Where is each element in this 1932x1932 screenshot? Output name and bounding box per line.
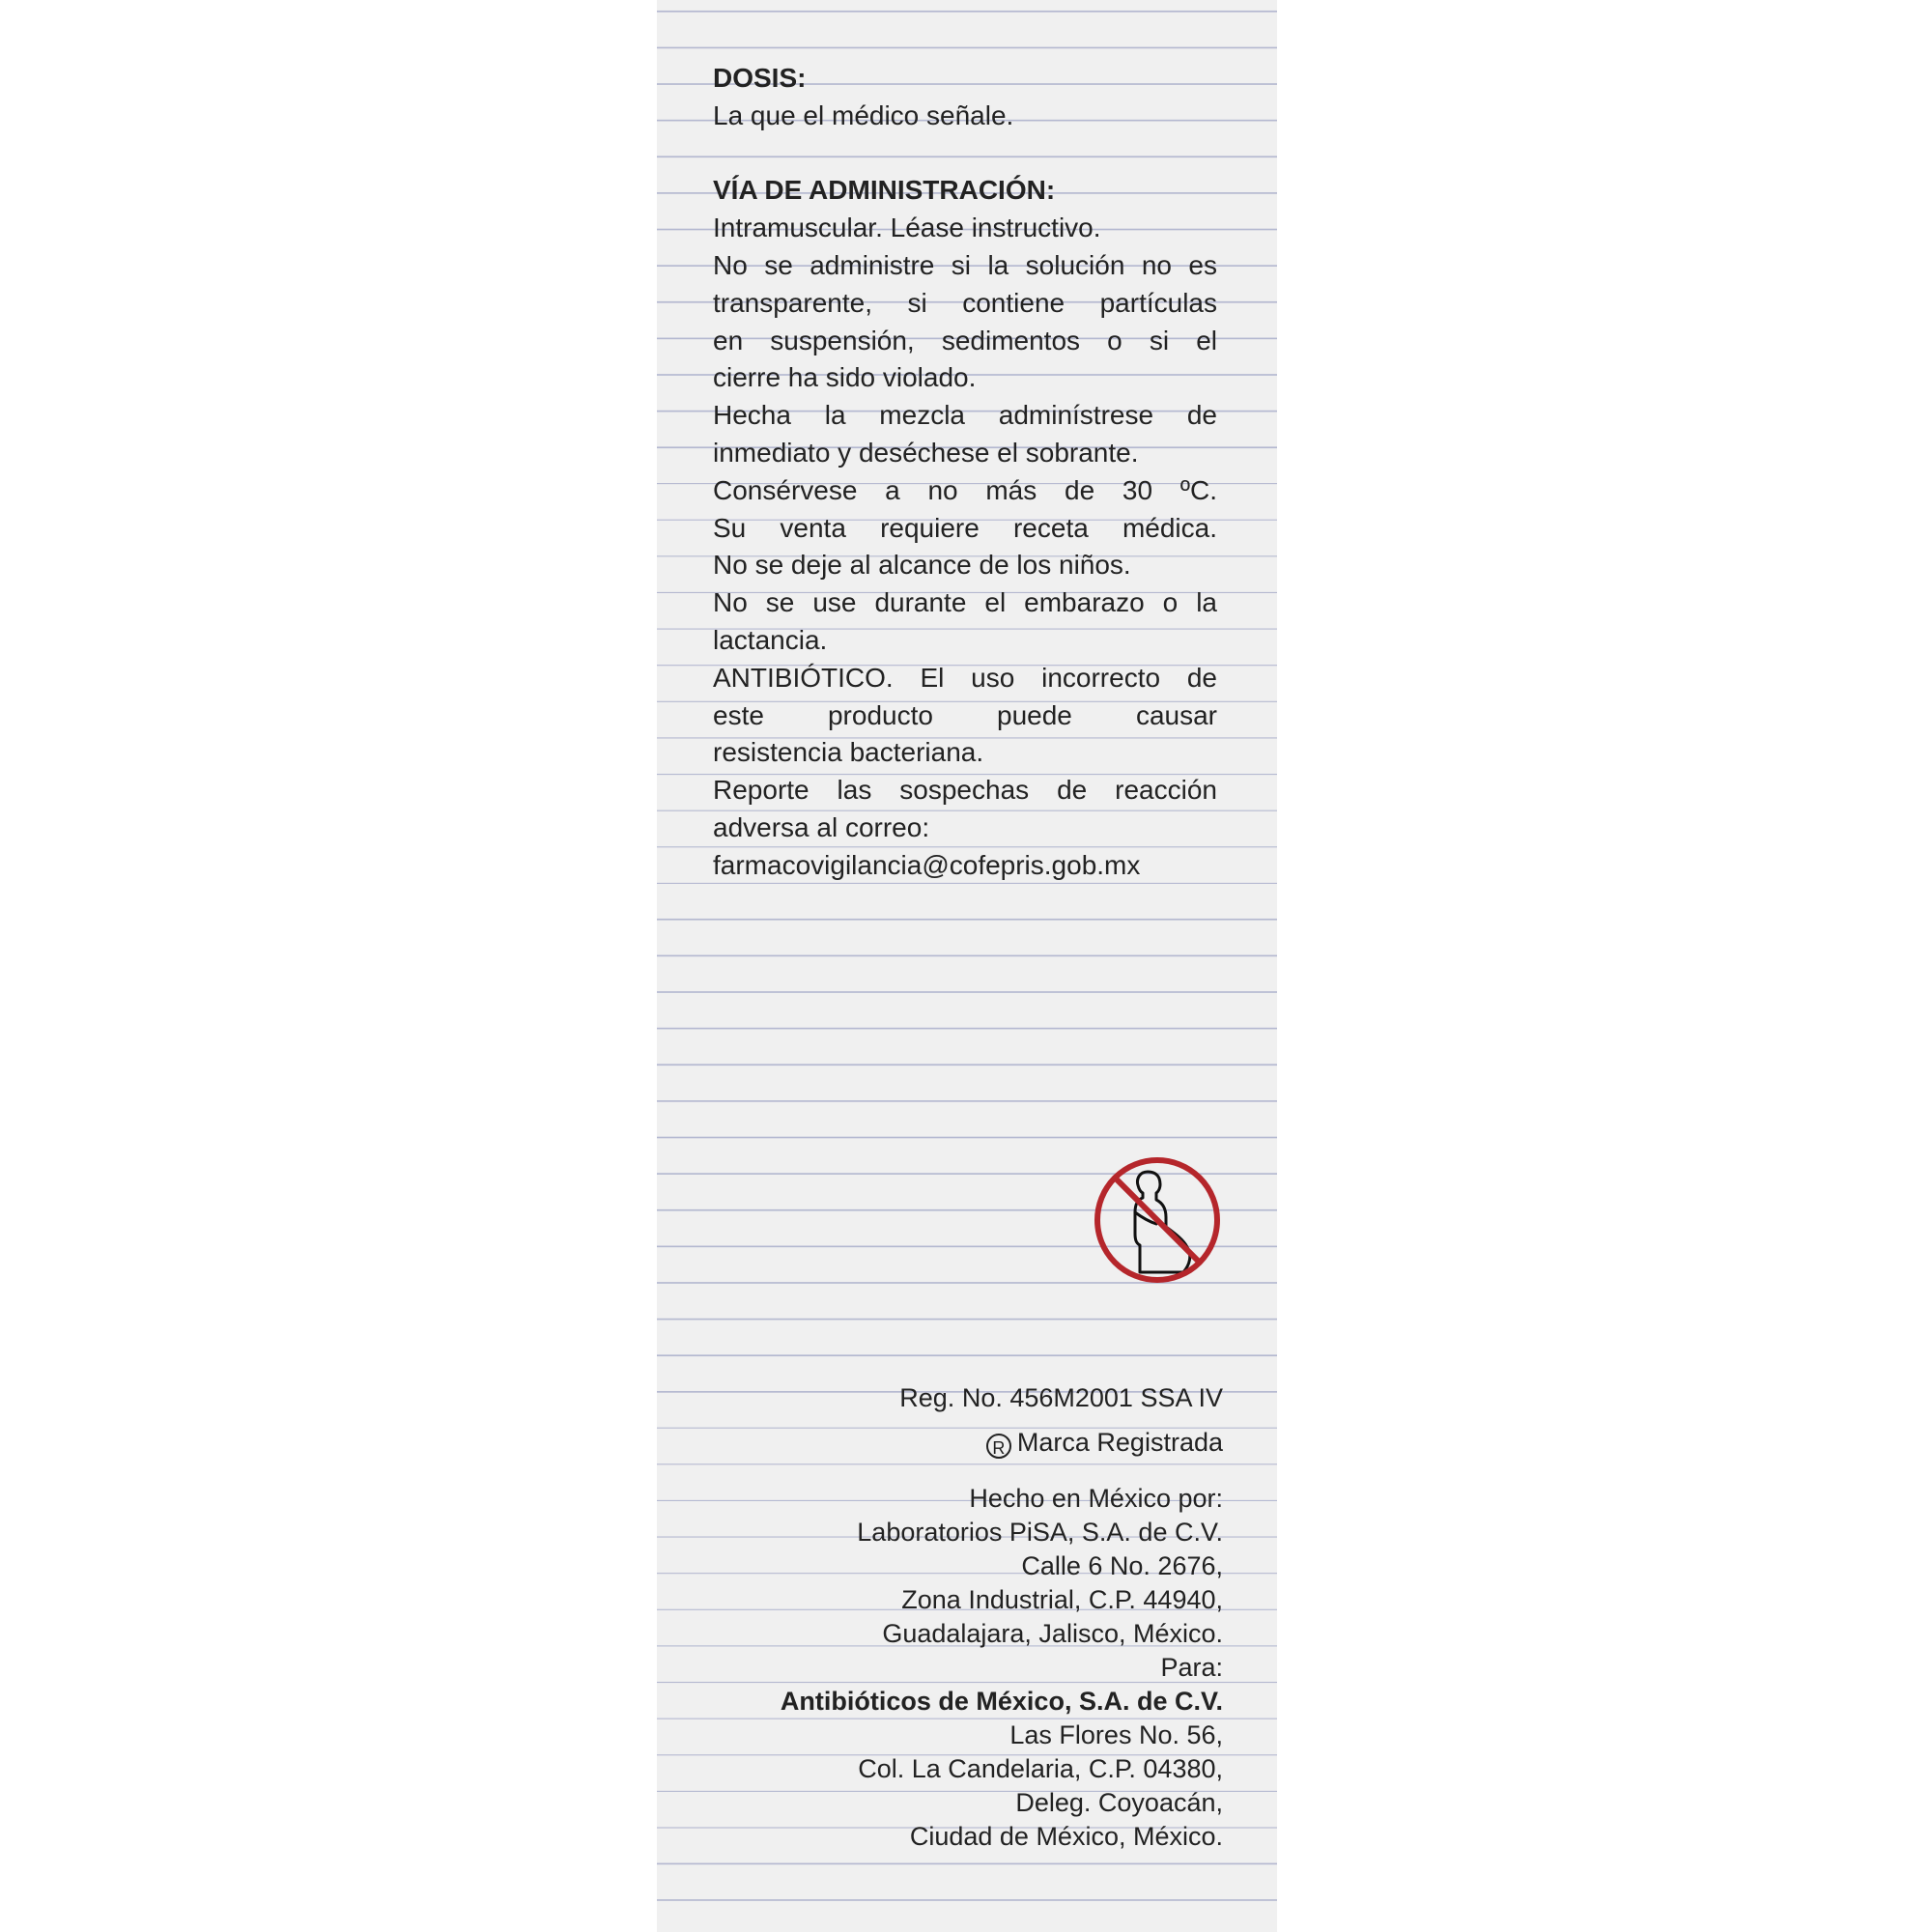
registered-trademark-icon: R [986,1434,1011,1459]
registered-trademark [682,1420,1223,1464]
via-text-line: lactancia. [713,624,828,655]
registration-number: Reg. No. 456M2001 SSA IV [899,1383,1223,1412]
no-pregnancy-icon [1090,1152,1225,1288]
label-panel [657,0,1277,1932]
manufacturer-line: Las Flores No. 56, [1009,1720,1223,1749]
manufacturer-line: Calle 6 No. 2676, [1021,1551,1223,1580]
manufacturer-line: Laboratorios PiSA, S.A. de C.V. [857,1518,1223,1547]
via-text-line: transparente, si contiene partículas [713,287,1217,318]
dosis-heading: DOSIS: [713,63,807,93]
manufacturer-line: Deleg. Coyoacán, [1015,1788,1223,1817]
manufacturer-block [682,1482,1223,1854]
distributor-name: Antibióticos de México, S.A. de C.V. [780,1687,1223,1716]
dosage-section [713,60,1217,885]
via-text-line: Reporte las sospechas de reacción [713,775,1217,806]
via-text-line: inmediato y deséchese el sobrante. [713,437,1139,468]
via-text-line: No se deje al alcance de los niños. [713,550,1131,581]
via-text-block [713,210,1217,884]
manufacturer-line: Guadalajara, Jalisco, México. [882,1619,1223,1648]
via-text-line: ANTIBIÓTICO. El uso incorrecto de [713,662,1217,693]
via-text-line: No se administre si la solución no es [713,249,1217,280]
via-text-line: este producto puede causar [713,699,1217,730]
manufacturer-line: Para: [1160,1653,1223,1682]
via-text-line: en suspensión, sedimentos o si el [713,325,1217,355]
via-text-line: Consérvese a no más de 30 ºC. [713,474,1217,505]
via-text-line: farmacovigilancia@cofepris.gob.mx [713,849,1141,880]
spacer [713,135,1217,173]
manufacturer-line: Hecho en México por: [969,1484,1223,1513]
via-text-line: Intramuscular. Léase instructivo. [713,213,1101,243]
via-heading: VÍA DE ADMINISTRACIÓN: [713,175,1056,206]
via-text-line: resistencia bacteriana. [713,737,984,768]
via-text-line: Hecha la mezcla adminístrese de [713,400,1217,431]
trademark-text: Marca Registrada [1016,1428,1223,1457]
manufacturer-line: Zona Industrial, C.P. 44940, [901,1585,1223,1614]
manufacturer-line: Col. La Candelaria, C.P. 04380, [858,1754,1223,1783]
dosis-text: La que el médico señale. [713,99,1014,130]
via-text-line: adversa al correo: [713,811,930,842]
via-text-line: No se use durante el embarazo o la [713,587,1217,618]
manufacturer-line: Ciudad de México, México. [909,1822,1223,1851]
registration-block [682,1376,1223,1464]
via-text-line: cierre ha sido violado. [713,362,977,393]
via-text-line: Su venta requiere receta médica. [713,512,1217,543]
